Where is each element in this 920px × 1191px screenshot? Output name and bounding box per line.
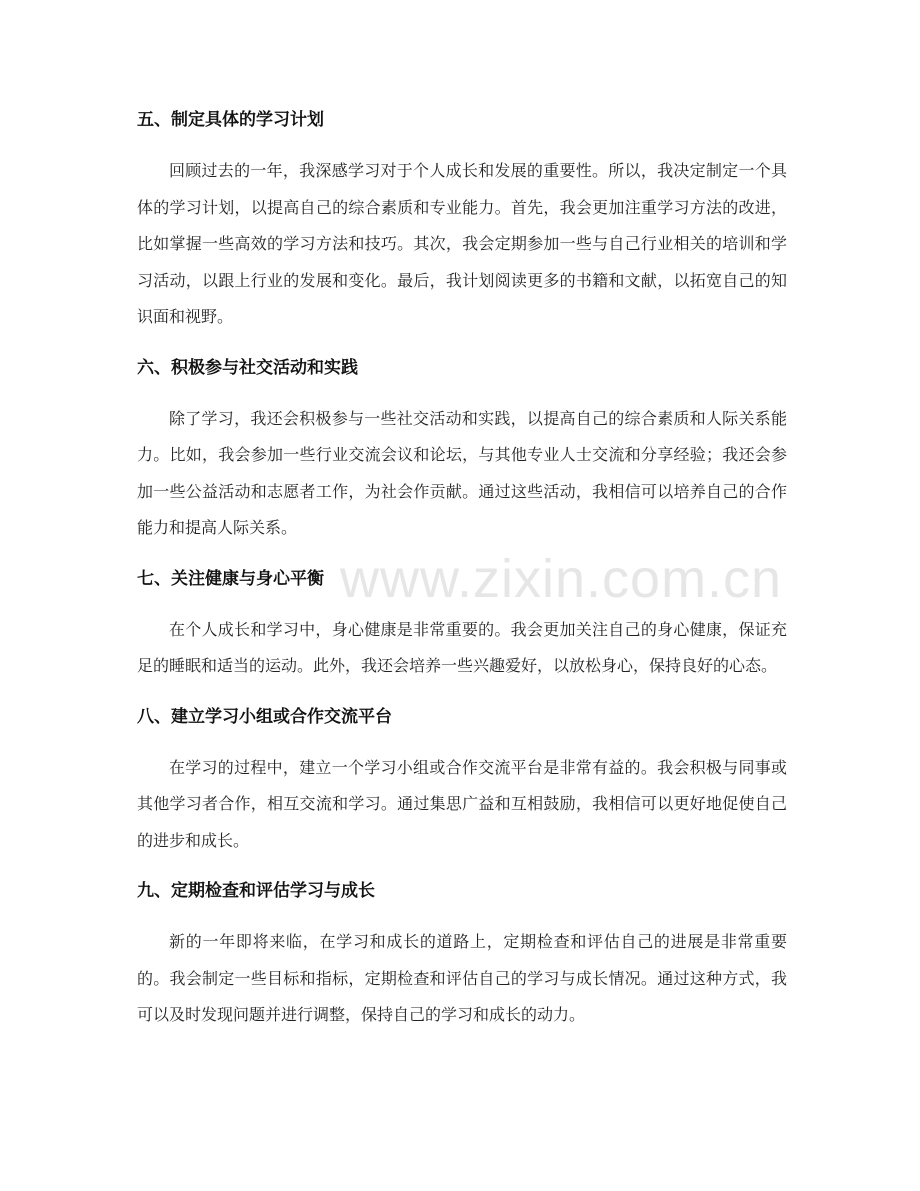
section-paragraph-8: 在学习的过程中，建立一个学习小组或合作交流平台是非常有益的。我会积极与同事或其他学习者合作，相互交流和学习。通过集思广益和互相鼓励，我相信可以更好地促使自己的进步和成长。 bbox=[137, 757, 787, 850]
section-paragraph-6: 除了学习，我还会积极参与一些社交活动和实践，以提高自己的综合素质和人际关系能力。比如，我会参加一些行业交流会议和论坛，与其他专业人士交流和分享经验；我还会参加一些公益活动和志愿者工作，为社会作贡献。通过这些活动，我相信可以培养自己的合作能力和提高人际关系。 bbox=[137, 408, 787, 537]
section-heading-7: 七、关注健康与身心平衡 bbox=[137, 568, 324, 589]
section-paragraph-7: 在个人成长和学习中，身心健康是非常重要的。我会更加关注自己的身心健康，保证充足的睡眠和适当的运动。此外，我还会培养一些兴趣爱好，以放松身心，保持良好的心态。 bbox=[137, 619, 787, 675]
section-heading-8: 八、建立学习小组或合作交流平台 bbox=[137, 706, 392, 727]
section-heading-5: 五、制定具体的学习计划 bbox=[137, 110, 324, 130]
section-paragraph-5: 回顾过去的一年，我深感学习对于个人成长和发展的重要性。所以，我决定制定一个具体的学习计划，以提高自己的综合素质和专业能力。首先，我会更加注重学习方法的改进，比如掌握一些高效的学习方法和技巧。其次，我会定期参加一些与自己行业相关的培训和学习活动，以跟上行业的发展和变化。最后，我计划阅读更多的书籍和文献，以拓宽自己的知识面和视野。 bbox=[137, 161, 787, 326]
section-heading-6: 六、积极参与社交活动和实践 bbox=[137, 357, 358, 378]
section-paragraph-9: 新的一年即将来临，在学习和成长的道路上，定期检查和评估自己的进展是非常重要的。我会制定一些目标和指标，定期检查和评估自己的学习与成长情况。通过这种方式，我可以及时发现问题并进行调整，保持自己的学习和成长的动力。 bbox=[137, 932, 787, 1024]
watermark: www.zixin.com.cn bbox=[340, 549, 783, 609]
document-content bbox=[137, 105, 787, 1051]
section-heading-9: 九、定期检查和评估学习与成长 bbox=[137, 881, 375, 901]
